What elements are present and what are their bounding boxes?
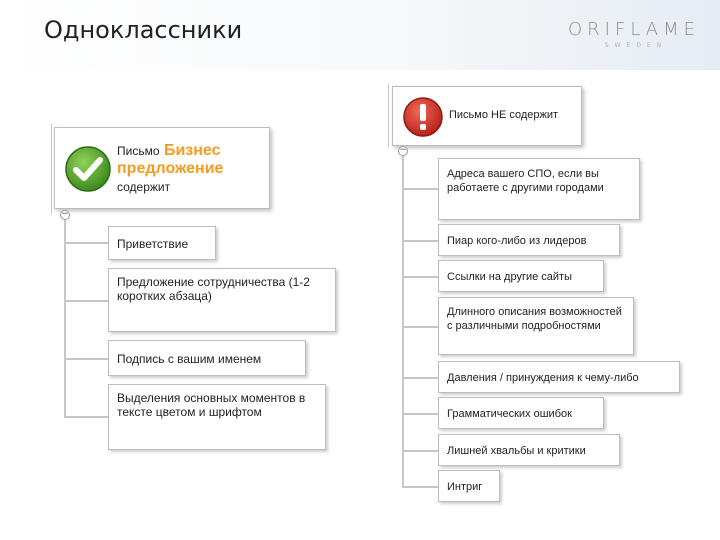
right-connector-vertical: [402, 150, 404, 486]
right-connector-2: [402, 240, 438, 242]
check-icon: [63, 144, 113, 194]
right-connector-8: [402, 486, 438, 488]
left-root-highlight-1: Бизнес: [163, 142, 221, 159]
left-connector-2: [64, 300, 108, 302]
left-root-highlight-2: предложение: [117, 160, 224, 177]
right-item-8[interactable]: Интриг: [438, 470, 500, 502]
left-item-4[interactable]: Выделения основных моментов в тексте цветом и шрифтом: [108, 384, 326, 450]
left-root-node[interactable]: [54, 127, 270, 209]
left-root-prefix: Письмо: [117, 144, 160, 158]
left-item-1[interactable]: Приветствие: [108, 226, 216, 260]
left-connector-1: [64, 242, 108, 244]
right-root-node[interactable]: [392, 86, 582, 146]
left-collapse-toggle[interactable]: −: [61, 209, 69, 219]
right-item-4[interactable]: Длинного описания возможностей с различными подробностями: [438, 297, 634, 355]
right-item-6[interactable]: Грамматических ошибок: [438, 397, 604, 429]
right-root-stem: [388, 84, 389, 148]
right-connector-5: [402, 377, 438, 379]
header-bar: [0, 0, 720, 70]
right-connector-3: [402, 276, 438, 278]
left-item-2[interactable]: Предложение сотрудничества (1-2 коротких абзаца): [108, 268, 336, 332]
right-connector-7: [402, 450, 438, 452]
left-connector-3: [64, 358, 108, 360]
left-root-suffix: содержит: [117, 180, 171, 194]
right-root-label: Письмо НЕ содержит: [449, 109, 559, 121]
left-item-3[interactable]: Подпись с вашим именем: [108, 340, 306, 376]
oriflame-logo: [568, 20, 704, 49]
right-item-2[interactable]: Пиар кого-либо из лидеров: [438, 224, 620, 256]
right-item-7[interactable]: Лишней хвальбы и критики: [438, 434, 620, 466]
right-collapse-toggle[interactable]: −: [399, 145, 407, 155]
right-connector-4: [402, 326, 438, 328]
right-connector-1: [402, 188, 438, 190]
left-connector-4: [64, 416, 108, 418]
right-item-5[interactable]: Давления / принуждения к чему-либо: [438, 361, 680, 393]
right-connector-6: [402, 413, 438, 415]
exclamation-icon: [401, 95, 445, 139]
logo-subtitle: SWEDEN: [604, 42, 668, 49]
left-connector-vertical: [64, 214, 66, 418]
right-item-1[interactable]: Адреса вашего СПО, если вы работаете с другими городами: [438, 158, 640, 220]
left-root-stem: [51, 124, 52, 214]
right-item-3[interactable]: Ссылки на другие сайты: [438, 260, 604, 292]
logo-wordmark: ORIFLAME: [568, 19, 700, 40]
page-title: Одноклассники: [44, 16, 243, 44]
